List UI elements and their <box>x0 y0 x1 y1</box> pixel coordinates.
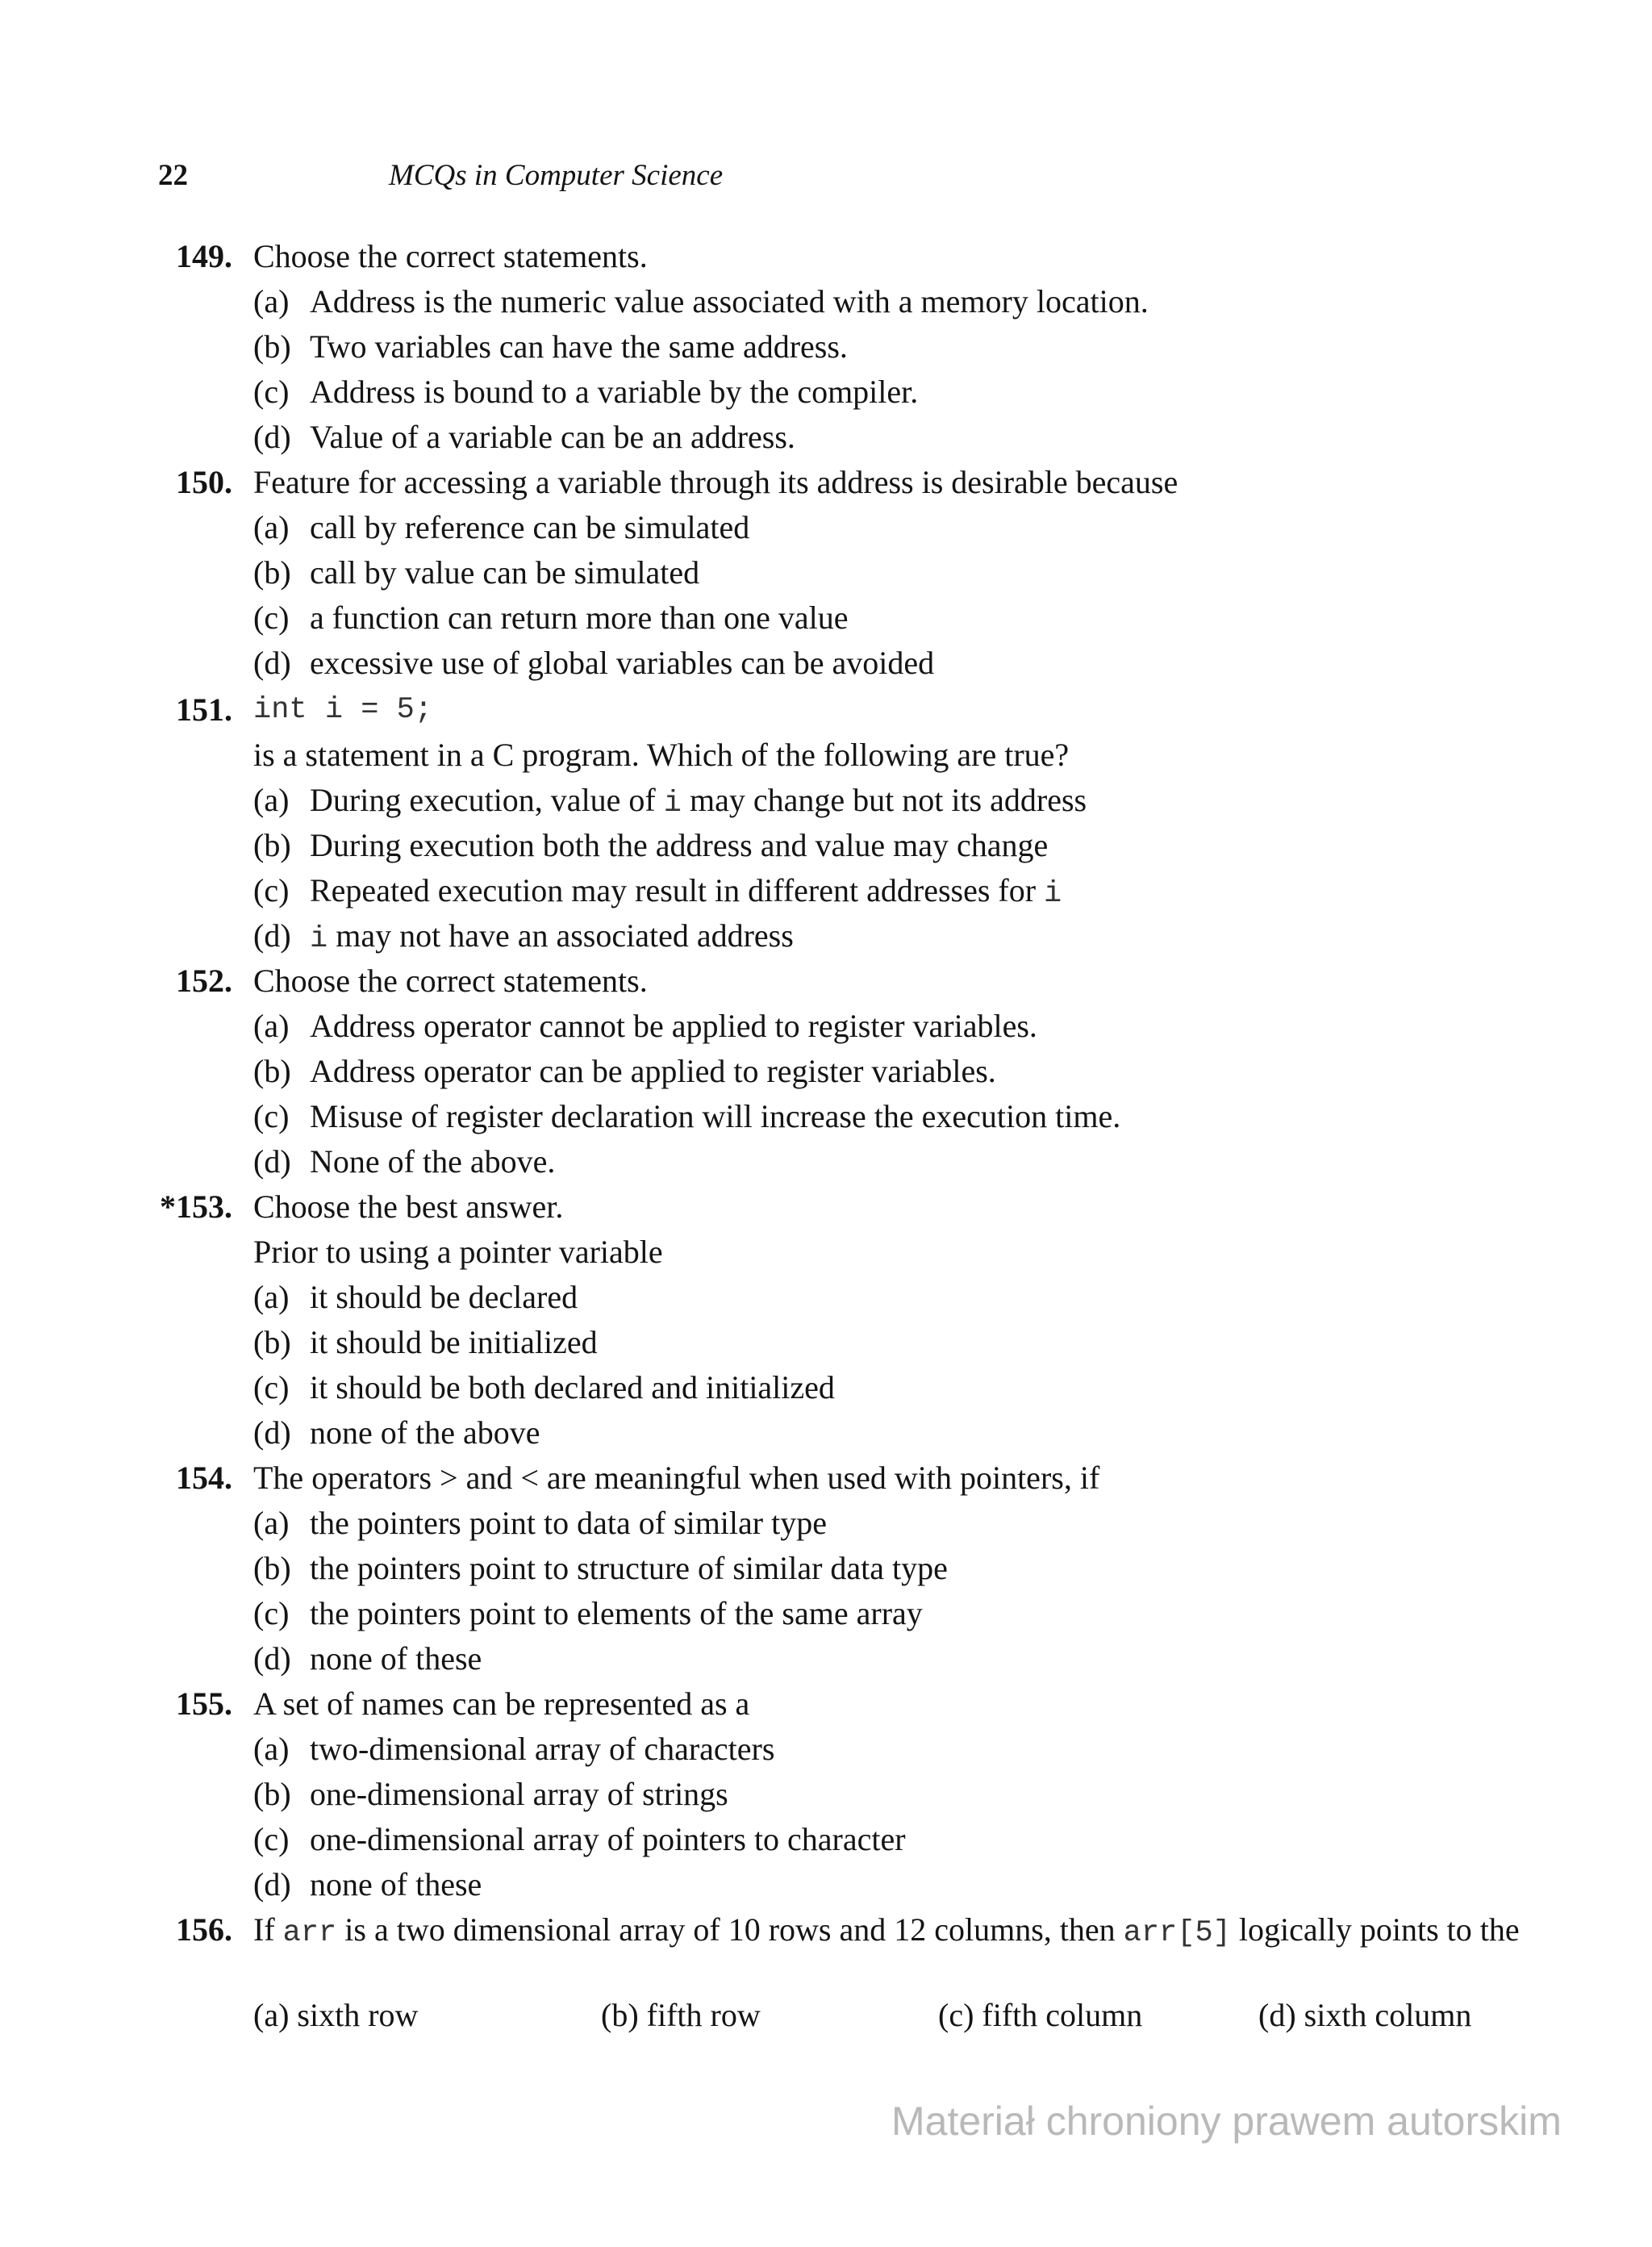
question-stem: Feature for accessing a variable through its address is desirable because <box>253 464 1179 500</box>
option-b: (b) one-dimensional array of strings <box>253 1776 728 1812</box>
option-c: (c) a function can return more than one value <box>253 599 849 636</box>
question-stem: A set of names can be represented as a <box>253 1685 750 1722</box>
running-title: MCQs in Computer Science <box>389 159 724 192</box>
option-c: (c) fifth column <box>938 1997 1143 2033</box>
option-a: (a) it should be declared <box>253 1279 578 1315</box>
question-stem: If arr is a two dimensional array of 10 rows and 12 columns, then arr[5] logically points to the <box>253 1911 1520 1950</box>
copyright-watermark: Materiał chroniony prawem autorskim <box>891 2099 1562 2144</box>
option-d: (d) none of these <box>253 1866 482 1902</box>
option-d: (d) excessive use of global variables can be avoided <box>253 645 935 681</box>
question-stem: The operators > and < are meaningful when used with pointers, if <box>253 1460 1100 1496</box>
option-d: (d) i may not have an associated address <box>253 917 794 956</box>
option-a: (a) the pointers point to data of similar type <box>253 1505 827 1541</box>
option-b: (b) Address operator can be applied to register variables. <box>253 1053 996 1089</box>
question-number: 151. <box>176 691 232 728</box>
option-d: (d) sixth column <box>1258 1997 1472 2033</box>
option-a: (a) During execution, value of i may change but not its address <box>253 782 1087 821</box>
option-a: (a) two-dimensional array of characters <box>253 1731 775 1767</box>
question-number: 152. <box>176 963 232 999</box>
inline-code: arr <box>282 1916 337 1950</box>
option-d: (d) None of the above. <box>253 1143 556 1180</box>
option-d: (d) none of these <box>253 1640 482 1677</box>
option-c: (c) the pointers point to elements of the same array <box>253 1595 923 1631</box>
question-number: 150. <box>176 464 232 500</box>
option-a: (a) Address is the numeric value associated with a memory location. <box>253 283 1149 320</box>
page-header <box>153 158 1605 198</box>
inline-code: i <box>1044 877 1062 911</box>
question-stem: Choose the correct statements. <box>253 963 648 999</box>
option-d: (d) none of the above <box>253 1414 540 1451</box>
option-b: (b) fifth row <box>601 1997 761 2033</box>
question-number: *153. <box>160 1188 232 1225</box>
option-c: (c) Misuse of register declaration will increase the execution time. <box>253 1098 1121 1134</box>
question-stem: Choose the best answer. <box>253 1188 564 1225</box>
question-number: 156. <box>176 1911 232 1948</box>
option-a: (a) Address operator cannot be applied to register variables. <box>253 1008 1037 1044</box>
inline-code: arr[5] <box>1123 1916 1231 1950</box>
inline-code: i <box>310 922 328 956</box>
option-d: (d) Value of a variable can be an address. <box>253 419 795 455</box>
inline-code: i <box>663 787 682 821</box>
page-number: 22 <box>158 159 188 192</box>
option-c: (c) Address is bound to a variable by the compiler. <box>253 374 919 410</box>
option-a: (a) call by reference can be simulated <box>253 509 750 545</box>
option-b: (b) Two variables can have the same address. <box>253 328 848 365</box>
question-number: 154. <box>176 1460 232 1496</box>
option-b: (b) During execution both the address and value may change <box>253 827 1049 863</box>
option-c: (c) Repeated execution may result in different addresses for i <box>253 872 1062 911</box>
option-c: (c) one-dimensional array of pointers to character <box>253 1821 906 1857</box>
question-number: 149. <box>176 238 232 274</box>
code-snippet: int i = 5; <box>253 693 433 727</box>
question-stem: Choose the correct statements. <box>253 238 648 274</box>
option-a: (a) sixth row <box>253 1997 419 2033</box>
question-stem-continued: Prior to using a pointer variable <box>253 1234 663 1270</box>
option-b: (b) it should be initialized <box>253 1324 598 1360</box>
question-stem: is a statement in a C program. Which of the following are true? <box>253 737 1070 773</box>
question-number: 155. <box>176 1685 232 1722</box>
option-b: (b) call by value can be simulated <box>253 554 700 591</box>
option-c: (c) it should be both declared and initialized <box>253 1369 835 1405</box>
option-b: (b) the pointers point to structure of similar data type <box>253 1550 948 1586</box>
